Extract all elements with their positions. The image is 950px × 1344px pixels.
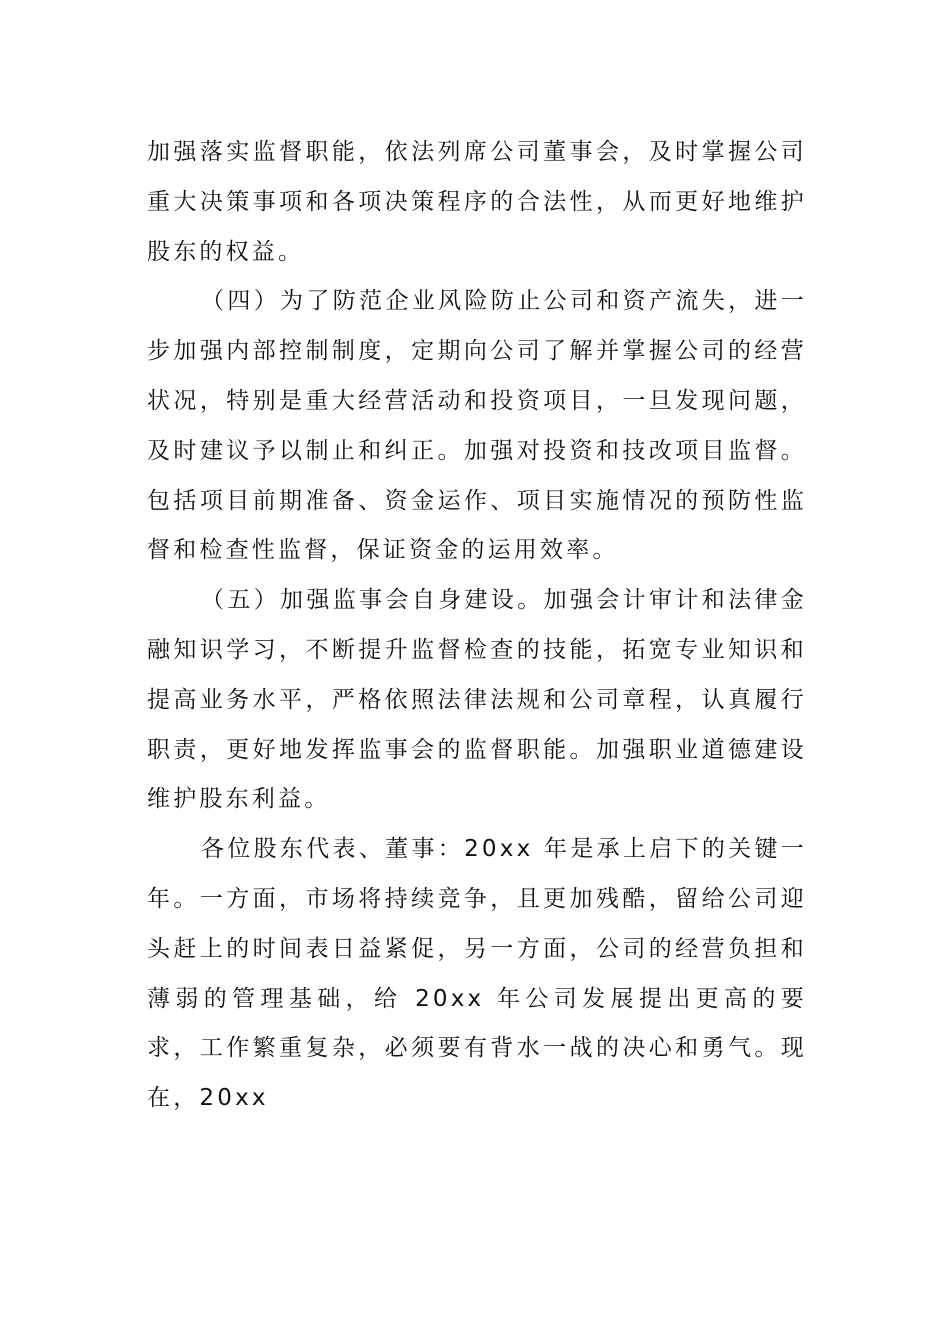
paragraph-2: （四）为了防范企业风险防止公司和资产流失，进一步加强内部控制制度，定期向公司了解并掌握公司的经营状况，特别是重大经营活动和投资项目，一旦发现问题，及时建议予以制止和纠正。加强对投资和技改项目监督。包括项目前期准备、资金运作、项目实施情况的预防性监督和检查性监督，保证资金的运用效率。 [147,288,807,564]
paragraph-3: （五）加强监事会自身建设。加强会计审计和法律金融知识学习，不断提升监督检查的技能，拓宽专业知识和提高业务水平，严格依照法律法规和公司章程，认真履行职责，更好地发挥监事会的监督职能。加强职业道德建设维护股东利益。 [147,587,807,813]
paragraph-4: 各位股东代表、董事：20xx 年是承上启下的关键一年。一方面，市场将持续竞争，且更加残酷，留给公司迎头赶上的时间表日益紧促，另一方面，公司的经营负担和薄弱的管理基础，给 20xx 年公司发展提出更高的要求，工作繁重复杂，必须要有背水一战的决心和勇气。现在，20xx [147,836,807,1112]
document-body [147,128,807,1124]
paragraph-1: 加强落实监督职能，依法列席公司董事会，及时掌握公司重大决策事项和各项决策程序的合法性，从而更好地维护股东的权益。 [147,139,807,265]
